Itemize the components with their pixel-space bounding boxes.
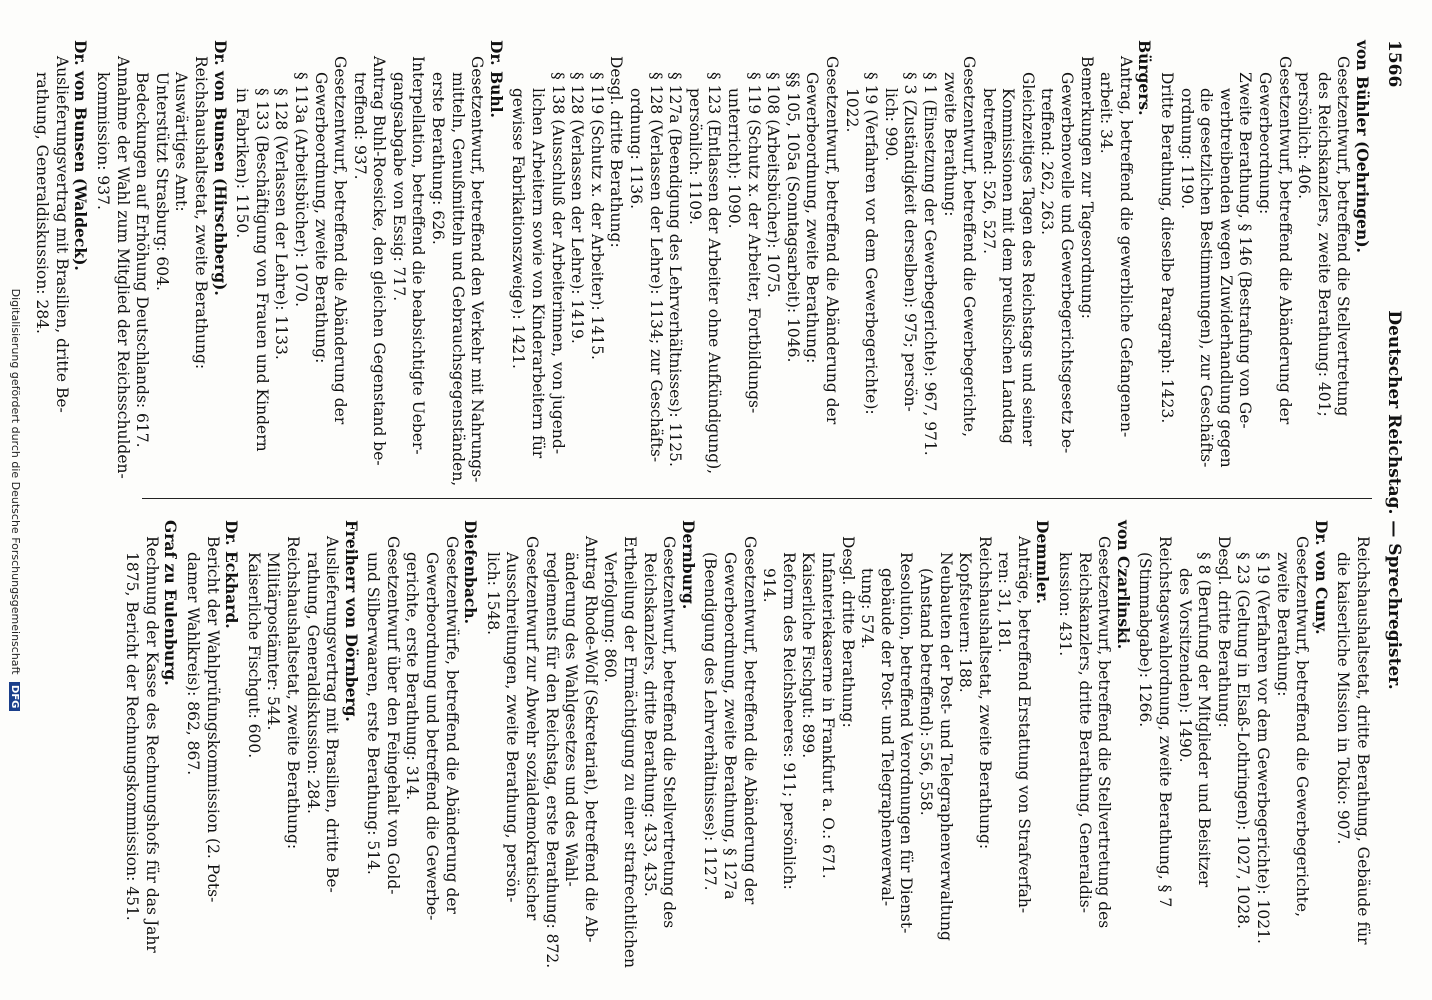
register-line: (Anstand betreffend): 556, 558.	[916, 568, 935, 816]
register-line: § 119 (Schutz x. der Arbeiter, Fortbildungs-	[744, 72, 763, 414]
register-line: Gesetzentwurf, betreffend die Stellvertretung	[1334, 56, 1353, 417]
register-line: Rechnung der Kasse des Rechnungshofs für das Jahr	[142, 536, 161, 953]
register-line: persönlich: 1109.	[685, 88, 704, 225]
register-entry	[232, 40, 506, 487]
register-line: Annahme der Wahl zum Mitglied der Reichsschulden-	[113, 56, 132, 479]
register-line: Unterstützt Strasburg: 604.	[152, 72, 171, 291]
register-entry	[122, 520, 181, 960]
register-line: änderung des Wahlgesetzes und des Wahl-	[562, 552, 581, 887]
register-entry	[1333, 520, 1372, 960]
register-entry	[32, 40, 91, 480]
register-line: § 119 (Schutz x. der Arbeiter): 1415.	[587, 72, 606, 360]
register-line: die kaiserliche Mission in Tokio: 907.	[1334, 552, 1353, 845]
register-line: § 19 (Verfahren vor dem Gewerbegerichte):	[862, 72, 881, 415]
register-line: Gewerbeordnung:	[1256, 72, 1275, 215]
register-line: Gesetzentwurf, betreffend die Abänderung der	[740, 536, 759, 905]
register-line: Dritte Berathung, dieselbe Paragraph: 1423.	[1158, 72, 1177, 424]
register-line: Antrag, betreffend die gewerbliche Gefangenen-	[1116, 56, 1135, 438]
register-entry	[1135, 520, 1331, 960]
register-line: Gesetzentwurf, betreffend die Stellvertretung des	[660, 536, 679, 929]
speaker-name: Dr. von Cuny.	[1311, 520, 1331, 635]
register-line: Reichskanzlers, dritte Berathung, Generaldis-	[1075, 552, 1094, 913]
register-line: lich: 990.	[881, 88, 900, 162]
speaker-name: Freiherr von Dörnberg.	[341, 520, 361, 722]
register-line: Gesetzentwurf über den Feingehalt von Gold-	[383, 536, 402, 895]
digitization-credit	[9, 0, 22, 1000]
speaker-name: von Czarlinski.	[1113, 520, 1133, 650]
right-column	[120, 520, 1372, 969]
register-line: Gesetzentwurf, betreffend die Abänderung der	[331, 56, 350, 425]
register-entry	[92, 40, 229, 480]
register-line: Bericht der Wahlprüfungskommission (2. Pots-	[203, 536, 222, 903]
dfg-logo: DFG	[9, 682, 20, 711]
register-line: Verfolgung: 860.	[601, 552, 620, 683]
register-line: § 108 (Arbeitsbücher): 1075.	[764, 72, 783, 298]
register-line: Desgl. dritte Berathung:	[1214, 536, 1233, 728]
register-line: mitteln, Genußmitteln und Gebrauchsgegenständen,	[448, 72, 467, 487]
register-line: Militärpostämter: 544.	[264, 552, 283, 731]
register-line: 914.	[760, 568, 779, 603]
credit-text: Digitalisierung gefördert durch die Deutsche Forschungsgemeinschaft	[9, 288, 22, 675]
register-line: § 128 (Verlassen der Lehre): 1134; zur Geschäfts-	[646, 72, 665, 463]
register-line: gebäude der Post- und Telegraphenverwal-	[877, 568, 896, 907]
register-entry	[482, 520, 698, 969]
register-entry	[243, 520, 361, 960]
register-line: Gewerbeordnung, zweite Berathung, § 127a	[721, 552, 739, 900]
register-line: Gesetzentwurf, betreffend die Stellvertretung des	[1095, 536, 1114, 929]
register-line: § 8 (Berufung der Mitglieder und Beisitzer	[1195, 552, 1214, 888]
speaker-name: von Bühler (Oehringen).	[1353, 40, 1372, 253]
register-line: § 138 (Ausschluß der Arbeiterinnen, von jugend-	[548, 72, 567, 455]
register-line: und Silberwaaren, erste Berathung: 514.	[364, 552, 383, 875]
register-line: zweite Berathung:	[940, 72, 959, 217]
register-line: Auslieferungsvertrag mit Brasilien, dritte Be-	[52, 56, 71, 413]
register-entry	[363, 520, 481, 960]
register-line: § 123 (Entlassen der Arbeiter ohne Aufkündigung),	[705, 72, 724, 475]
register-line: 1022.	[842, 88, 861, 133]
register-line: Neubauten der Post- und Telegraphenverwaltung	[936, 552, 955, 941]
register-entry	[700, 520, 1053, 960]
register-line: kussion: 431.	[1056, 552, 1075, 657]
register-line: Kaiserliche Fischgut: 899.	[799, 552, 818, 759]
register-line: erste Berathung: 626.	[429, 72, 448, 245]
register-line: § 127a (Beendigung des Lehrverhältnisses): 1125.	[666, 72, 685, 467]
speaker-name: Graf zu Eulenburg.	[161, 520, 181, 686]
register-line: § 128 (Verlassen der Lehre): 1133.	[272, 88, 291, 360]
register-entry	[508, 40, 1155, 480]
register-line: Reichstagswahlordnung, zweite Berathung, § 7	[1156, 536, 1175, 908]
register-line: § 113a (Arbeitsbücher): 1070.	[291, 72, 310, 308]
speaker-name: Dr. Eckhard.	[222, 520, 242, 629]
register-line: § 19 (Verfahren vor dem Gewerbegerichte): 1021.	[1254, 552, 1273, 944]
register-line: betreffend: 526, 527.	[979, 88, 998, 255]
register-entry	[1156, 40, 1372, 480]
register-line: § 1 (Einsetzung der Gewerbegerichte): 967, 971.	[920, 72, 939, 456]
register-line: Interpellation, betreffend die beabsichtigte Ueber-	[409, 56, 428, 455]
register-line: Reform des Reichsheeres: 911; persönlich:	[779, 552, 798, 890]
register-line: Gesetzentwürfe, betreffend die Abänderung der	[442, 536, 461, 914]
register-line: Antrag Buhl-Roesicke, den gleichen Gegenstand be-	[370, 56, 389, 466]
register-line: 1875, Bericht der Rechnungskommission: 451.	[123, 552, 142, 921]
register-line: Kommissionen mit dem preußischen Landtag	[999, 88, 1018, 444]
register-line: ordnung: 1136.	[627, 88, 646, 210]
register-line: (Stimmabgabe): 1266.	[1136, 552, 1155, 728]
speaker-name: Dr. von Bunsen (Hirschberg).	[210, 40, 230, 296]
register-line: arbeit: 34.	[1097, 72, 1116, 154]
register-line: Gewerbenovelle und Gewerbegerichtsgesetz be-	[1058, 72, 1077, 454]
register-line: §§ 105, 105a (Sonntagsarbeit): 1046.	[783, 72, 802, 363]
register-line: Reichshaushaltsetat, zweite Berathung:	[191, 56, 210, 370]
left-column	[30, 40, 1372, 487]
speaker-name: Dr. von Bunsen (Waldeck).	[71, 40, 91, 271]
register-line: Anträge, betreffend Erstattung von Strafverfah-	[1014, 536, 1033, 914]
column-divider	[142, 498, 1372, 499]
register-line: Reichshaushaltsetat, dritte Berathung, Gebäude für	[1354, 536, 1372, 945]
speaker-name: Bürgers.	[1135, 40, 1155, 116]
register-line: Reichshaushaltsetat, zweite Berathung:	[283, 536, 302, 850]
speaker-name: Demmler.	[1033, 520, 1053, 604]
register-line: unterricht): 1090.	[725, 88, 743, 229]
register-entry	[1055, 520, 1133, 960]
page-header	[1378, 40, 1404, 960]
register-line: tung: 574.	[858, 568, 877, 649]
register-line: damer Wahlkreis): 862, 867.	[183, 552, 202, 776]
register-line: Reichskanzlers, dritte Berathung: 433, 435.	[640, 552, 659, 897]
register-line: § 23 (Geltung in Elsaß-Lothringen): 1027, 1028.	[1234, 552, 1253, 929]
register-line: Gesetzentwurf, betreffend den Verkehr mit Nahrungs-	[468, 56, 487, 483]
register-line: Gesetzentwurf, betreffend die Gewerbegerichte,	[960, 56, 979, 438]
register-line: Bedeckungen auf Erhöhung Deutschlands: 617.	[133, 72, 152, 448]
register-line: zweite Berathung:	[1273, 552, 1292, 697]
register-line: Kopfsteuern: 188.	[956, 552, 975, 693]
speaker-name: Diefenbach.	[461, 520, 481, 624]
register-line: kommission: 937.	[94, 72, 112, 210]
register-line: lich: 1548.	[483, 552, 502, 636]
register-line: des Vorsitzenden): 1490.	[1175, 568, 1194, 763]
register-line: § 128 (Verlassen der Lehre): 1419.	[568, 72, 587, 344]
register-line: Desgl. dritte Berathung:	[838, 536, 857, 728]
register-line: ordnung: 1190.	[1177, 88, 1196, 210]
register-line: des Reichskanzlers, zweite Berathung: 401;	[1314, 72, 1333, 417]
register-line: (Beendigung des Lehrverhältnisses): 1127.	[701, 552, 720, 891]
register-line: Kaiserliche Fischgut: 600.	[244, 552, 263, 759]
register-line: Resolution, betreffend Verordnungen für Dienst-	[897, 552, 916, 934]
register-line: ren: 31, 181.	[995, 552, 1014, 653]
register-line: Gesetzentwurf, betreffend die Abänderung der	[822, 56, 841, 425]
register-line: Gewerbeordnung, zweite Berathung:	[311, 72, 330, 364]
register-line: treffend: 937.	[350, 72, 369, 180]
page-number: 1566	[1384, 40, 1404, 88]
register-line: § 133 (Beschäftigung von Frauen und Kindern	[252, 88, 271, 452]
register-line: treffend: 262, 263.	[1038, 88, 1057, 236]
register-entry	[182, 520, 241, 960]
register-line: Gleichzeitiges Tagen des Reichstags und seiner	[1018, 72, 1037, 447]
register-line: Auslieferungsvertrag mit Brasilien, dritte Be-	[323, 536, 342, 893]
register-line: rathung, Generaldiskussion: 284.	[33, 72, 52, 334]
register-line: Gewerbeordnung und betreffend die Gewerbe-	[423, 552, 442, 921]
page-title: Deutscher Reichstag. — Sprechregister.	[1384, 310, 1404, 690]
register-line: Auswärtiges Amt:	[172, 72, 191, 212]
register-line: gewisse Fabrikationszweige): 1421.	[509, 88, 528, 369]
register-line: Ausschreitungen, zweite Berathung, persön-	[503, 552, 522, 903]
register-line: Gesetzentwurf, betreffend die Abänderung der	[1275, 56, 1294, 425]
register-line: Gewerbeordnung, zweite Berathung:	[803, 72, 822, 364]
register-line: Ertheilung der Ermächtigung zu einer strafrechtlichen	[621, 536, 640, 968]
register-line: Bemerkungen zur Tagesordnung:	[1077, 56, 1096, 319]
register-line: § 3 (Zuständigkeit derselben): 975; persön-	[901, 72, 920, 412]
register-line: lichen Arbeitern sowie von Kinderarbeitern für	[529, 88, 548, 459]
speaker-name: Dernburg.	[678, 520, 698, 610]
register-line: Zweite Berathung, § 146 (Bestrafung von Ge-	[1236, 72, 1255, 429]
register-line: Gesetzentwurf, betreffend die Gewerbegerichte,	[1293, 536, 1312, 918]
register-line: Reichshaushaltsetat, zweite Berathung:	[975, 536, 994, 850]
register-line: Antrag Rhode-Wolf (Sekretariat), betreffend die Ab-	[581, 536, 600, 943]
register-line: werbtreibenden wegen Zuwiderhandlung gegen	[1216, 88, 1235, 468]
register-line: gerichte, erste Berathung: 314.	[403, 552, 422, 801]
register-line: persönlich: 406.	[1295, 72, 1314, 200]
register-line: die gesetzlichen Bestimmungen), zur Geschäfts-	[1197, 88, 1216, 468]
register-line: gangsabgabe von Essig: 717.	[389, 72, 408, 302]
register-line: Gesetzentwurf zur Abwehr sozialdemokratischer	[523, 536, 542, 921]
speaker-name: Dr. Buhl.	[486, 40, 506, 118]
register-line: reglements für den Reichstag, erste Berathung: 872.	[542, 552, 561, 969]
register-line: rathung, Generaldiskussion: 284.	[303, 552, 322, 814]
register-line: Desgl. dritte Berathung:	[607, 56, 626, 248]
register-line: Infanteriekaserne in Frankfurt a. O.: 671.	[818, 552, 837, 879]
register-line: in Fabriken): 1150.	[233, 88, 252, 239]
